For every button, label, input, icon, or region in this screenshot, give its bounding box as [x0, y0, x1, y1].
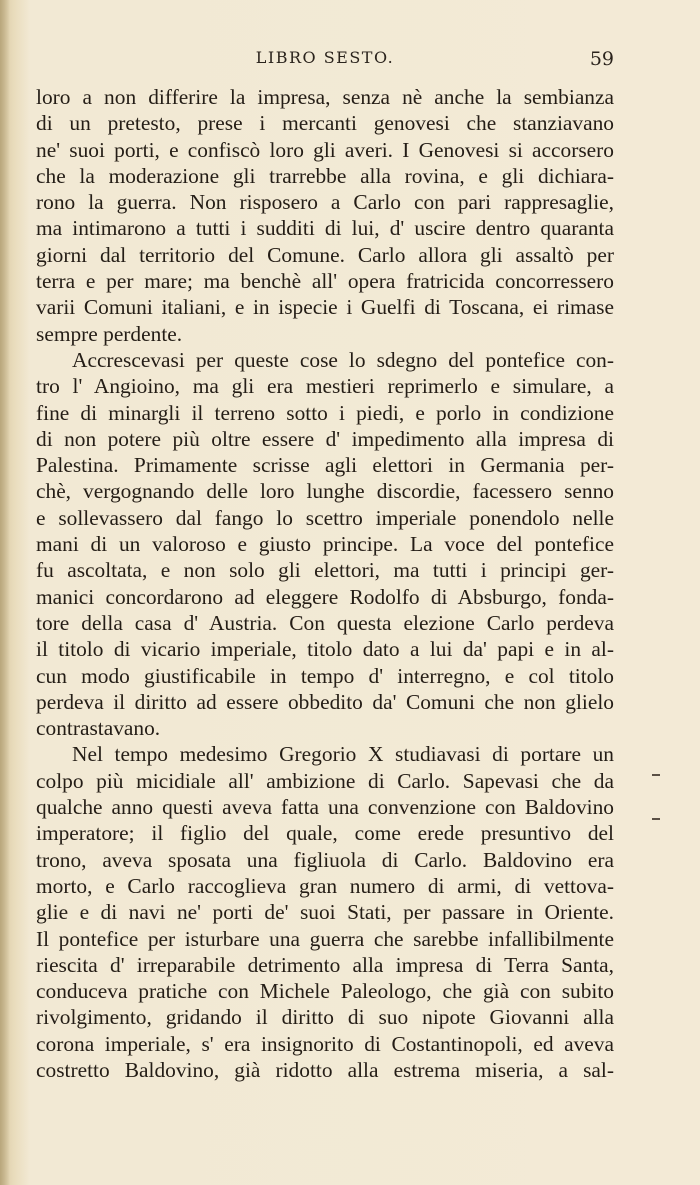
text-line: che la moderazione gli trarrebbe alla rovina, e gli dichiara-	[36, 163, 614, 188]
text-line: mani di un valoroso e giusto principe. La voce del pontefice	[36, 532, 614, 557]
page-number: 59	[589, 48, 614, 70]
text-line: colpo più micidiale all' ambizione di Carlo. Sapevasi che da	[36, 768, 614, 793]
text-line: qualche anno questi aveva fatta una convenzione con Baldovino	[36, 795, 614, 820]
text-line: riescita d' irreparabile detrimento alla impresa di Terra Santa,	[36, 952, 614, 977]
running-head	[36, 48, 614, 74]
text-line-paragraph-end: contrastavano.	[36, 716, 161, 741]
text-line: cun modo giustificabile in tempo d' interregno, e col titolo	[36, 663, 614, 688]
text-line-paragraph-end: sempre perdente.	[36, 321, 183, 346]
text-line: rivolgimento, gridando il diritto di suo nipote Giovanni alla	[36, 1005, 614, 1030]
text-line: Il pontefice per isturbare una guerra che sarebbe infallibilmente	[36, 926, 614, 951]
text-line: terra e per mare; ma benchè all' opera fratricida concorressero	[36, 269, 614, 294]
text-line: fine di minargli il terreno sotto i piedi, e porlo in condizione	[36, 400, 614, 425]
text-line: di un pretesto, prese i mercanti genovesi che stanziavano	[36, 111, 614, 136]
text-line: tore della casa d' Austria. Con questa elezione Carlo perdeva	[36, 610, 614, 635]
body-text	[36, 84, 614, 1083]
text-line: ma intimarono a tutti i sudditi di lui, d' uscire dentro quaranta	[36, 216, 614, 241]
text-line: corona imperiale, s' era insignorito di Costantinopoli, ed aveva	[36, 1031, 614, 1056]
text-line: tro l' Angioino, ma gli era mestieri reprimerlo e simulare, a	[36, 374, 614, 399]
text-line: costretto Baldovino, già ridotto alla estrema miseria, a sal-	[36, 1057, 614, 1082]
text-line: glie e di navi ne' porti de' suoi Stati, per passare in Oriente.	[36, 900, 614, 925]
margin-mark	[652, 774, 660, 776]
text-line: Palestina. Primamente scrisse agli elettori in Germania per-	[36, 453, 614, 478]
text-line: loro a non differire la impresa, senza nè anche la sembianza	[36, 85, 614, 109]
text-line: rono la guerra. Non risposero a Carlo con pari rappresaglie,	[36, 190, 614, 215]
running-title: LIBRO SESTO.	[255, 48, 395, 67]
text-line: manici concordarono ad eleggere Rodolfo di Absburgo, fonda-	[36, 584, 614, 609]
text-line: imperatore; il figlio del quale, come erede presuntivo del	[36, 821, 614, 846]
text-line: trono, aveva sposata una figliuola di Carlo. Baldovino era	[36, 847, 614, 872]
text-line: conduceva pratiche con Michele Paleologo, che già con subito	[36, 979, 614, 1004]
text-line: varii Comuni italiani, e in ispecie i Guelfi di Toscana, ei rimase	[36, 295, 614, 320]
text-line: e sollevassero dal fango lo scettro imperiale ponendolo nelle	[36, 505, 614, 530]
text-line: morto, e Carlo raccoglieva gran numero di armi, di vettova-	[36, 873, 614, 898]
text-line: il titolo di vicario imperiale, titolo dato a lui da' papi e in al-	[36, 637, 614, 662]
spine-shadow	[0, 0, 10, 1185]
text-line: di non potere più oltre essere d' impedimento alla impresa di	[36, 426, 614, 451]
margin-mark	[652, 818, 660, 820]
text-line: perdeva il diritto ad essere obbedito da' Comuni che non glielo	[36, 689, 614, 714]
text-line: ne' suoi porti, e confiscò loro gli averi. I Genovesi si accorsero	[36, 137, 614, 162]
text-line-paragraph-start: Accrescevasi per queste cose lo sdegno del pontefice con-	[72, 347, 614, 372]
text-line: chè, vergognando delle loro lunghe discordie, facessero senno	[36, 479, 614, 504]
text-line-paragraph-start: Nel tempo medesimo Gregorio X studiavasi di portare un	[72, 742, 614, 767]
text-line: giorni dal territorio del Comune. Carlo allora gli assaltò per	[36, 242, 614, 267]
text-line: fu ascoltata, e non solo gli elettori, ma tutti i principi ger-	[36, 558, 614, 583]
